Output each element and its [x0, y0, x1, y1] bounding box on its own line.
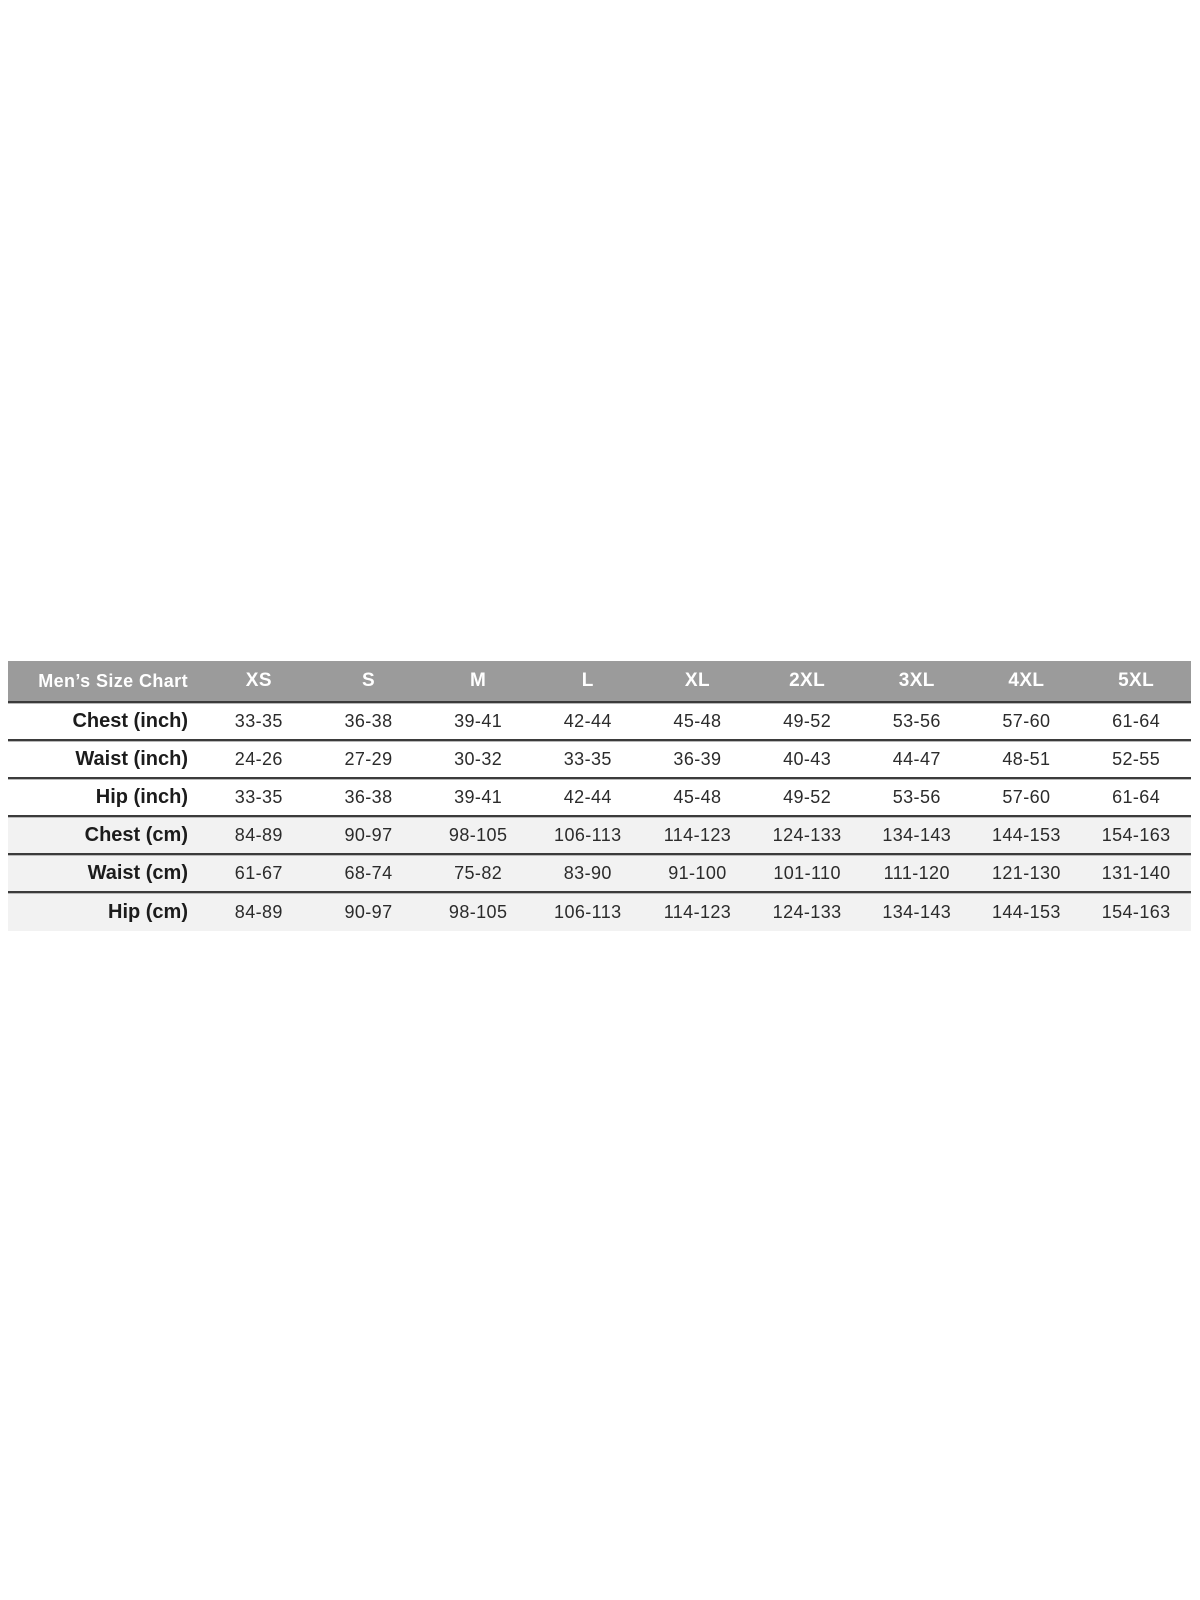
table-row-chest-cm — [8, 817, 1191, 855]
size-cell: 33-35 — [204, 703, 314, 741]
size-cell: 61-64 — [1081, 779, 1191, 817]
table-row-waist-inch — [8, 741, 1191, 779]
column-header-4xl: 4XL — [972, 661, 1082, 703]
size-cell: 30-32 — [423, 741, 533, 779]
row-label: Chest (cm) — [8, 817, 204, 855]
column-header-xs: XS — [204, 661, 314, 703]
size-cell: 57-60 — [972, 703, 1082, 741]
size-cell: 84-89 — [204, 893, 314, 931]
size-cell: 101-110 — [752, 855, 862, 893]
row-label: Hip (cm) — [8, 893, 204, 931]
size-cell: 124-133 — [752, 817, 862, 855]
size-cell: 106-113 — [533, 817, 643, 855]
size-cell: 49-52 — [752, 779, 862, 817]
size-cell: 84-89 — [204, 817, 314, 855]
size-cell: 42-44 — [533, 779, 643, 817]
size-cell: 121-130 — [972, 855, 1082, 893]
size-cell: 45-48 — [643, 779, 753, 817]
size-cell: 27-29 — [314, 741, 424, 779]
size-cell: 114-123 — [643, 893, 753, 931]
size-cell: 45-48 — [643, 703, 753, 741]
size-cell: 39-41 — [423, 779, 533, 817]
column-header-s: S — [314, 661, 424, 703]
size-cell: 36-39 — [643, 741, 753, 779]
row-label: Waist (inch) — [8, 741, 204, 779]
size-cell: 52-55 — [1081, 741, 1191, 779]
size-cell: 33-35 — [204, 779, 314, 817]
size-cell: 48-51 — [972, 741, 1082, 779]
mens-size-chart-table — [8, 661, 1191, 931]
size-cell: 61-67 — [204, 855, 314, 893]
column-header-2xl: 2XL — [752, 661, 862, 703]
size-cell: 53-56 — [862, 703, 972, 741]
size-cell: 39-41 — [423, 703, 533, 741]
table-row-waist-cm — [8, 855, 1191, 893]
column-header-3xl: 3XL — [862, 661, 972, 703]
size-cell: 114-123 — [643, 817, 753, 855]
size-chart-container — [8, 661, 1191, 931]
size-cell: 134-143 — [862, 817, 972, 855]
size-cell: 91-100 — [643, 855, 753, 893]
size-cell: 144-153 — [972, 893, 1082, 931]
size-cell: 57-60 — [972, 779, 1082, 817]
size-cell: 111-120 — [862, 855, 972, 893]
size-cell: 44-47 — [862, 741, 972, 779]
size-cell: 98-105 — [423, 817, 533, 855]
column-header-xl: XL — [643, 661, 753, 703]
header-row — [8, 661, 1191, 703]
size-cell: 49-52 — [752, 703, 862, 741]
size-cell: 144-153 — [972, 817, 1082, 855]
table-row-hip-inch — [8, 779, 1191, 817]
size-cell: 53-56 — [862, 779, 972, 817]
size-cell: 106-113 — [533, 893, 643, 931]
size-cell: 154-163 — [1081, 817, 1191, 855]
table-row-chest-inch — [8, 703, 1191, 741]
size-cell: 90-97 — [314, 817, 424, 855]
size-cell: 90-97 — [314, 893, 424, 931]
size-cell: 124-133 — [752, 893, 862, 931]
row-label: Chest (inch) — [8, 703, 204, 741]
size-cell: 24-26 — [204, 741, 314, 779]
column-header-m: M — [423, 661, 533, 703]
size-cell: 61-64 — [1081, 703, 1191, 741]
table-title: Men’s Size Chart — [8, 661, 204, 703]
table-row-hip-cm — [8, 893, 1191, 931]
size-cell: 75-82 — [423, 855, 533, 893]
size-cell: 33-35 — [533, 741, 643, 779]
row-label: Waist (cm) — [8, 855, 204, 893]
size-cell: 98-105 — [423, 893, 533, 931]
size-cell: 131-140 — [1081, 855, 1191, 893]
size-cell: 154-163 — [1081, 893, 1191, 931]
size-cell: 36-38 — [314, 779, 424, 817]
row-label: Hip (inch) — [8, 779, 204, 817]
size-cell: 40-43 — [752, 741, 862, 779]
size-cell: 42-44 — [533, 703, 643, 741]
column-header-l: L — [533, 661, 643, 703]
size-cell: 36-38 — [314, 703, 424, 741]
size-cell: 68-74 — [314, 855, 424, 893]
column-header-5xl: 5XL — [1081, 661, 1191, 703]
size-cell: 134-143 — [862, 893, 972, 931]
size-cell: 83-90 — [533, 855, 643, 893]
